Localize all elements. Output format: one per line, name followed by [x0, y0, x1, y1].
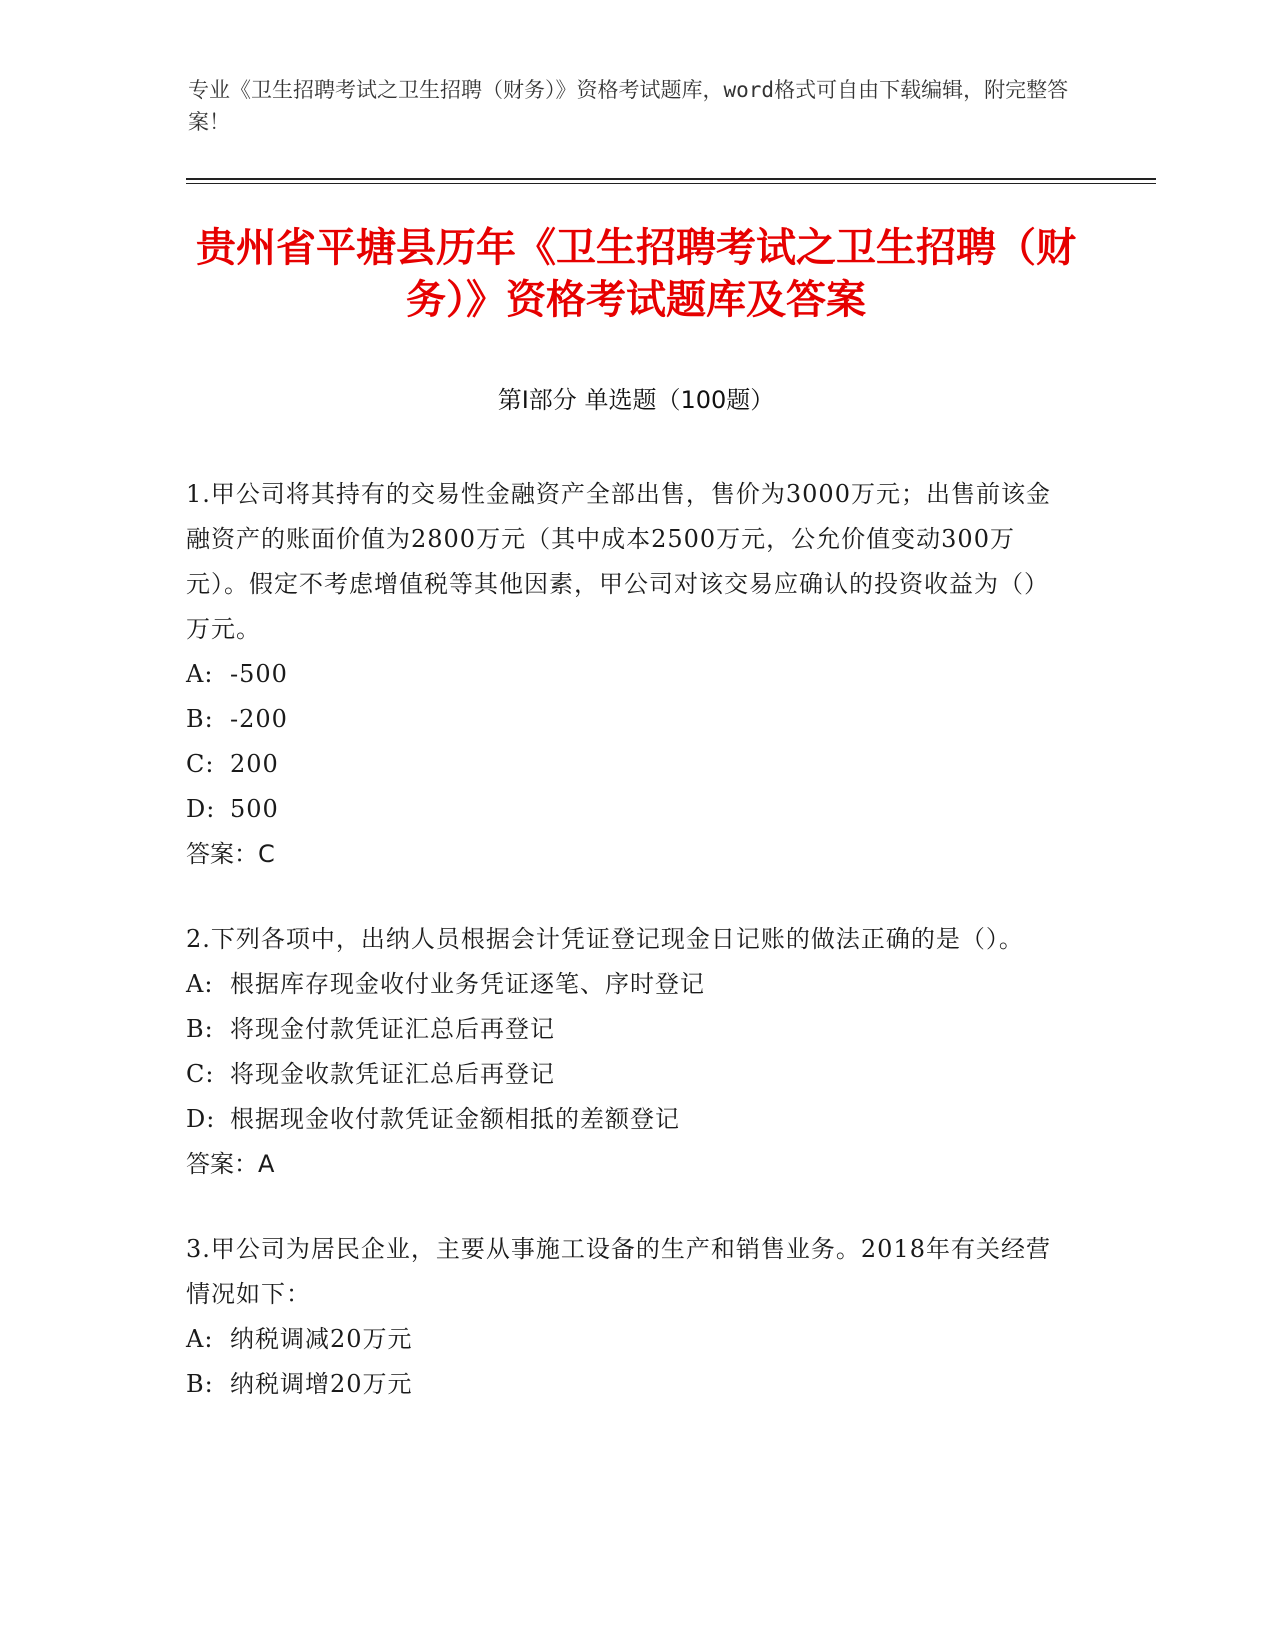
answer-line: 答案：C — [186, 840, 275, 868]
option-a — [186, 652, 1066, 697]
option-letter: B: — [186, 1370, 214, 1398]
question-1 — [186, 472, 1066, 877]
option-text: -500 — [230, 660, 288, 688]
option-c — [186, 1052, 1066, 1097]
header-rule-thick — [186, 178, 1156, 180]
option-text: 500 — [230, 795, 279, 823]
option-text: 将现金收款凭证汇总后再登记 — [230, 1060, 555, 1088]
option-letter: B: — [186, 705, 214, 733]
question-2 — [186, 917, 1066, 1187]
option-letter: A: — [186, 970, 214, 998]
option-d — [186, 1097, 1066, 1142]
option-letter: A: — [186, 660, 214, 688]
option-text: 纳税调增20万元 — [230, 1370, 413, 1398]
option-letter: C: — [186, 750, 215, 778]
question-stem: 1.甲公司将其持有的交易性金融资产全部出售，售价为3000万元；出售前该金融资产的账面价值为2800万元（其中成本2500万元，公允价值变动300万元）。假定不考虑增值税等其他因素，甲公司对该交易应确认的投资收益为（）万元。 — [186, 480, 1051, 643]
option-text: 根据库存现金收付业务凭证逐笔、序时登记 — [230, 970, 705, 998]
answer-line: 答案：A — [186, 1150, 275, 1178]
header-rule-thin — [186, 183, 1156, 184]
header-note: 专业《卫生招聘考试之卫生招聘（财务）》资格考试题库，word格式可自由下载编辑，附完整答案！ — [188, 78, 1069, 134]
option-letter: C: — [186, 1060, 215, 1088]
option-text: 纳税调减20万元 — [230, 1325, 413, 1353]
question-stem: 3.甲公司为居民企业，主要从事施工设备的生产和销售业务。2018年有关经营情况如下： — [186, 1235, 1051, 1308]
question-3 — [186, 1227, 1066, 1407]
option-d — [186, 787, 1066, 832]
option-b — [186, 1362, 1066, 1407]
option-c — [186, 742, 1066, 787]
document-title: 贵州省平塘县历年《卫生招聘考试之卫生招聘（财务）》资格考试题库及答案 — [196, 225, 1076, 323]
option-b — [186, 1007, 1066, 1052]
option-letter: D: — [186, 1105, 216, 1133]
option-letter: D: — [186, 795, 216, 823]
option-text: 200 — [230, 750, 279, 778]
option-text: 根据现金收付款凭证金额相抵的差额登记 — [230, 1105, 680, 1133]
section-title: 第Ⅰ部分 单选题（100题） — [497, 386, 775, 414]
option-a — [186, 1317, 1066, 1362]
option-a — [186, 962, 1066, 1007]
option-b — [186, 697, 1066, 742]
question-stem: 2.下列各项中，出纳人员根据会计凭证登记现金日记账的做法正确的是（）。 — [186, 925, 1024, 953]
option-text: 将现金付款凭证汇总后再登记 — [230, 1015, 555, 1043]
option-letter: B: — [186, 1015, 214, 1043]
option-letter: A: — [186, 1325, 214, 1353]
option-text: -200 — [230, 705, 288, 733]
question-list — [186, 472, 1066, 1447]
